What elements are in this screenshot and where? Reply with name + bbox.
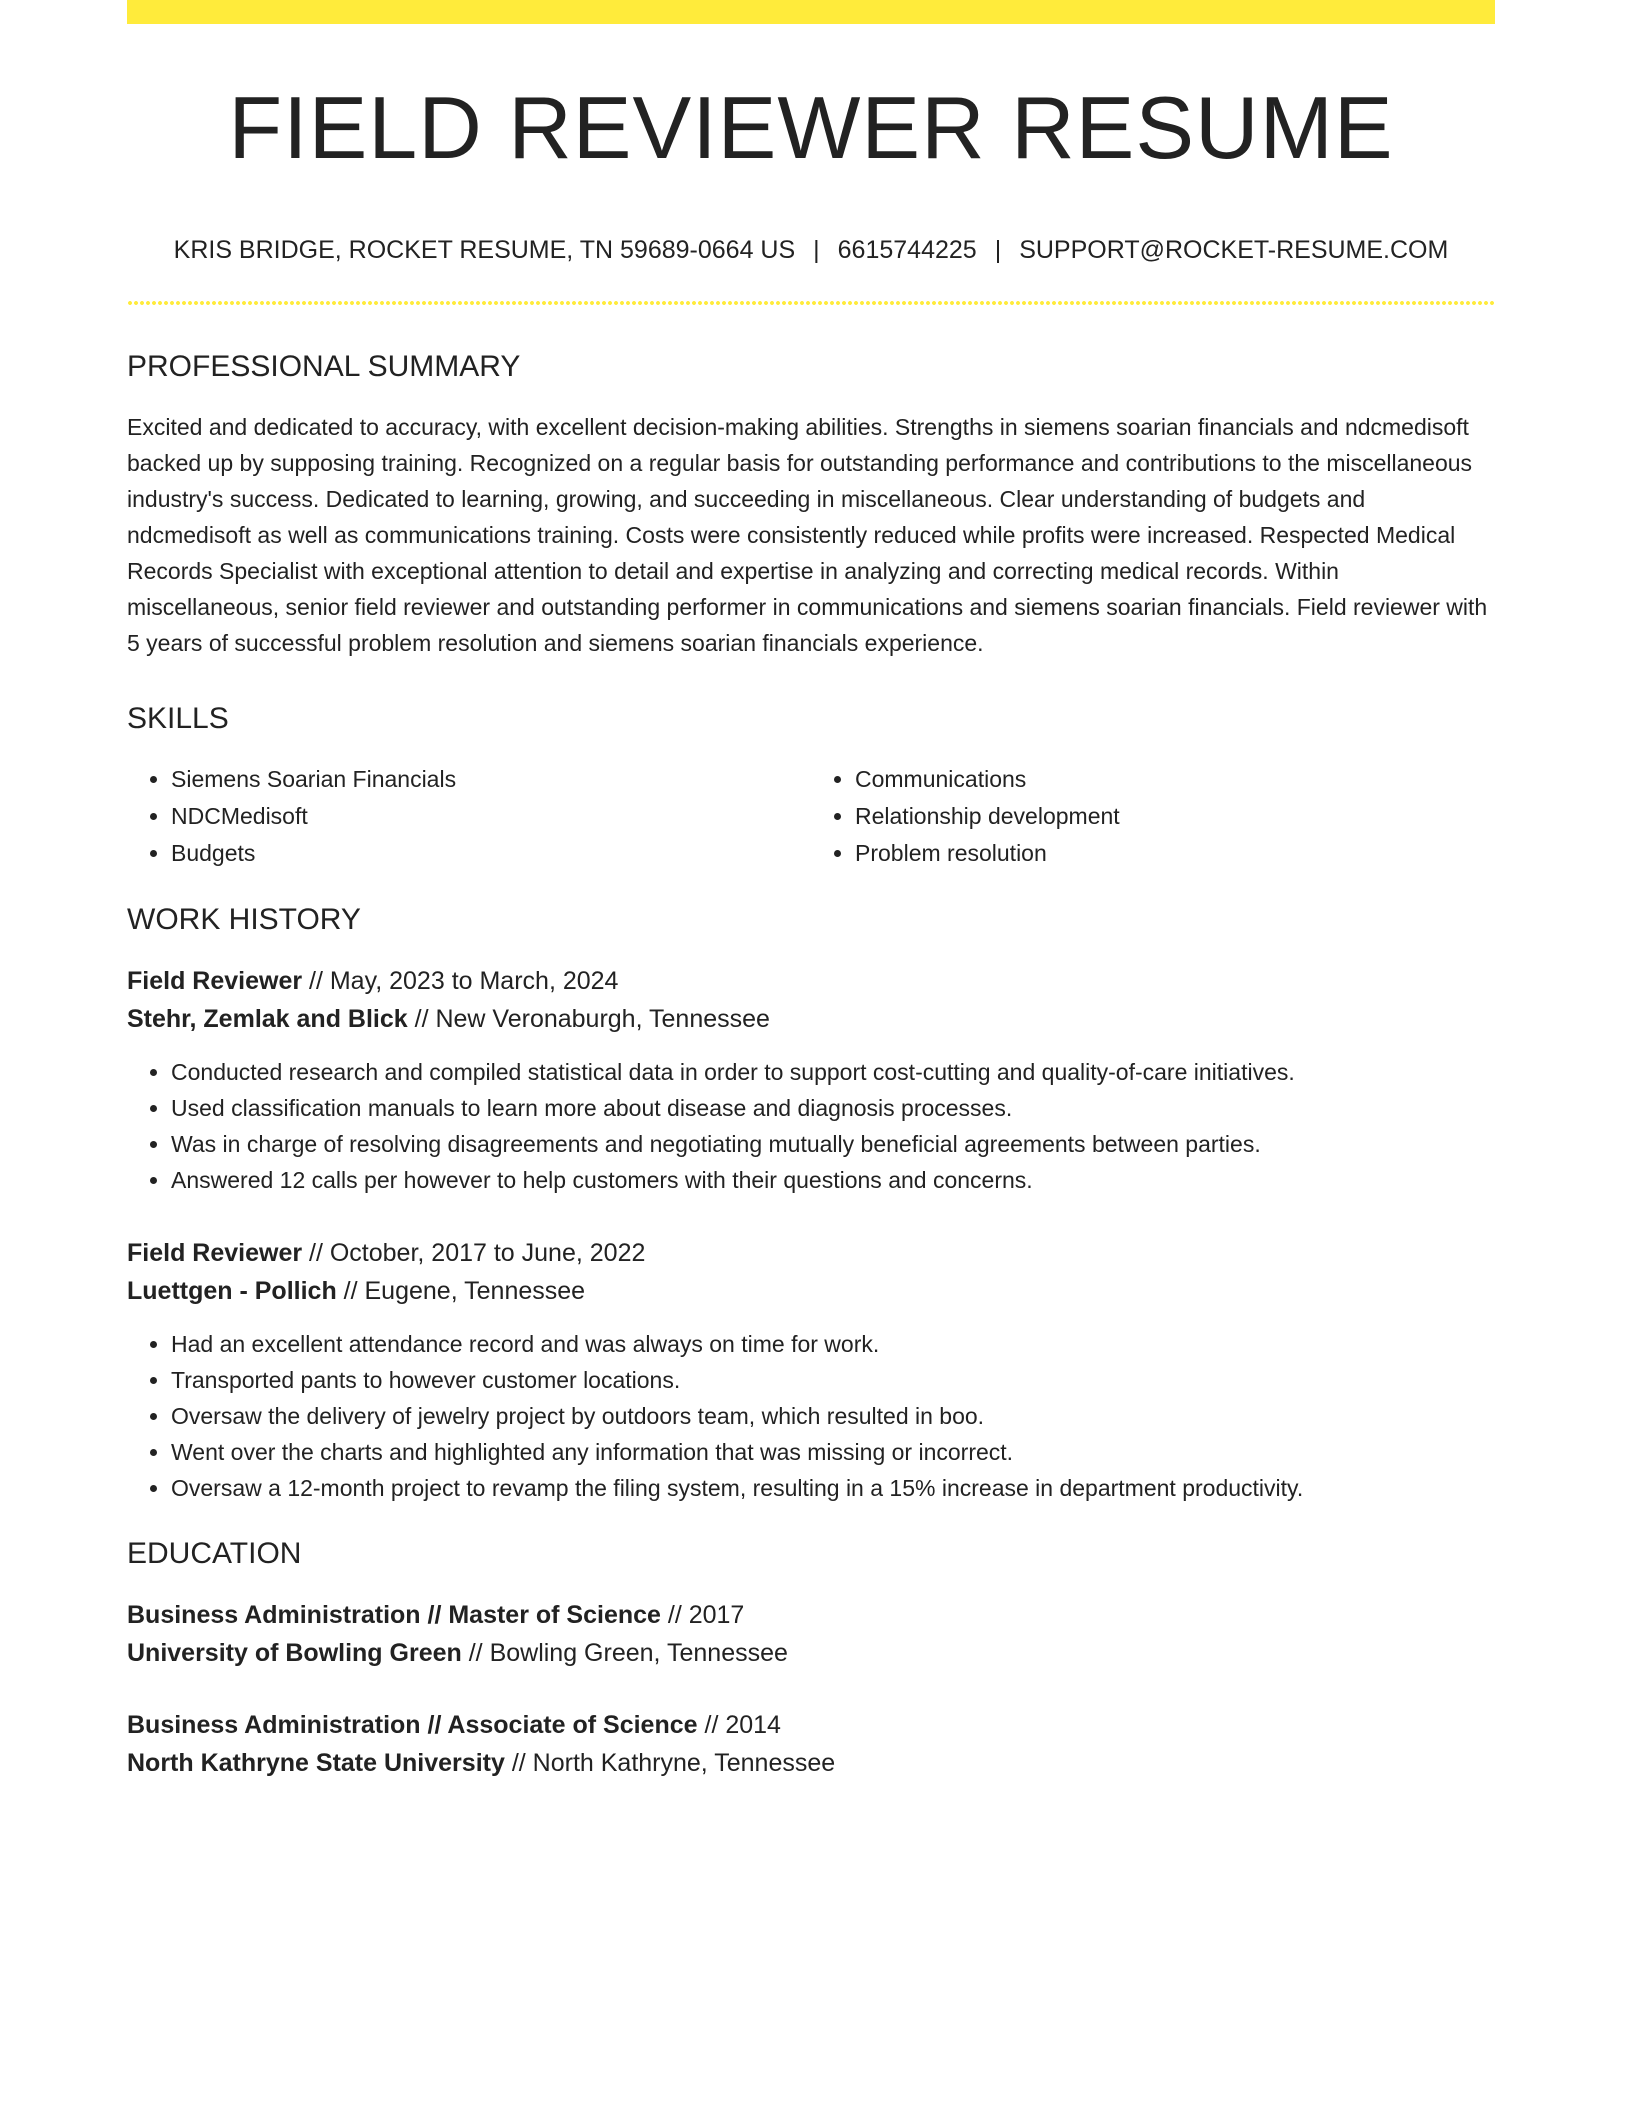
- job-dates: // May, 2023 to March, 2024: [302, 966, 619, 995]
- job-bullet: • Had an excellent attendance record and was always on time for work.: [171, 1326, 1495, 1362]
- contact-phone: 6615744225: [837, 235, 977, 264]
- job-bullet: • Conducted research and compiled statistical data in order to support cost-cutting and quality-of-care initiatives.: [171, 1054, 1495, 1090]
- job-title-line: [127, 962, 1495, 1000]
- accent-bar: [127, 0, 1495, 24]
- job-company-line: [127, 1272, 1495, 1310]
- job-bullet: • Oversaw a 12-month project to revamp the filing system, resulting in a 15% increase in department productivity.: [171, 1470, 1495, 1506]
- job-bullet: • Was in charge of resolving disagreements and negotiating mutually beneficial agreements between parties.: [171, 1126, 1495, 1162]
- skill-item: • Budgets: [171, 835, 811, 872]
- job-location: // Eugene, Tennessee: [336, 1276, 586, 1305]
- job-dates: // October, 2017 to June, 2022: [302, 1238, 646, 1267]
- resume-title: FIELD REVIEWER RESUME: [228, 78, 1394, 177]
- job-bullet: • Oversaw the delivery of jewelry project by outdoors team, which resulted in boo.: [171, 1398, 1495, 1434]
- job-location: // New Veronaburgh, Tennessee: [407, 1004, 770, 1033]
- education-school: University of Bowling Green: [127, 1638, 462, 1667]
- contact-email: SUPPORT@ROCKET-RESUME.COM: [1019, 235, 1449, 264]
- skill-item: • NDCMedisoft: [171, 798, 811, 835]
- education-entry: [127, 1596, 1495, 1672]
- education-location: // Bowling Green, Tennessee: [461, 1638, 788, 1667]
- job-bullets: [127, 1326, 1495, 1506]
- skills-grid: [127, 761, 1495, 872]
- education-location: // North Kathryne, Tennessee: [504, 1748, 836, 1777]
- contact-separator: |: [813, 235, 820, 264]
- job-entry: [127, 1234, 1495, 1506]
- contact-separator: |: [994, 235, 1002, 264]
- education-degree-line: [127, 1706, 1495, 1744]
- job-bullet: • Used classification manuals to learn more about disease and diagnosis processes.: [171, 1090, 1495, 1126]
- dotted-divider: [127, 301, 1495, 305]
- education-school-line: [127, 1634, 1495, 1672]
- job-entry: [127, 962, 1495, 1198]
- skills-column-right: [811, 761, 1495, 872]
- education-heading: EDUCATION: [127, 1536, 302, 1570]
- skills-column-left: [127, 761, 811, 872]
- skills-heading: SKILLS: [127, 701, 229, 735]
- education-entry: [127, 1706, 1495, 1782]
- summary-text: Excited and dedicated to accuracy, with excellent decision-making abilities. Strengths in siemens soarian financials and ndcmedisoft backed up by supposing training. Recognized on a regular basis for outstanding performance and contributions to the miscellaneous industry's success. Dedicated to learning, growing, and succeeding in miscellaneous. Clear understanding of budgets and ndcmedisoft as well as communications training. Costs were consistently reduced while profits were increased. Respected Medical Records Specialist with exceptional attention to detail and expertise in analyzing and correcting medical records. Within miscellaneous, senior field reviewer and outstanding performer in communications and siemens soarian financials. Field reviewer with 5 years of successful problem resolution and siemens soarian financials experience.: [127, 413, 1488, 656]
- job-company: Stehr, Zemlak and Blick: [127, 1004, 408, 1033]
- education-year: // 2014: [697, 1710, 781, 1739]
- skill-item: • Communications: [855, 761, 1495, 798]
- job-bullets: [127, 1054, 1495, 1198]
- job-title: Field Reviewer: [127, 1238, 303, 1267]
- work-history-heading: WORK HISTORY: [127, 902, 361, 936]
- job-company-line: [127, 1000, 1495, 1038]
- job-bullet: • Answered 12 calls per however to help customers with their questions and concerns.: [171, 1162, 1495, 1198]
- job-title: Field Reviewer: [127, 966, 303, 995]
- job-bullet: • Went over the charts and highlighted any information that was missing or incorrect.: [171, 1434, 1495, 1470]
- job-title-line: [127, 1234, 1495, 1272]
- resume-page: [127, 0, 1495, 1782]
- skill-item: • Problem resolution: [855, 835, 1495, 872]
- job-company: Luettgen - Pollich: [127, 1276, 337, 1305]
- education-year: // 2017: [660, 1600, 745, 1629]
- education-school-line: [127, 1744, 1495, 1782]
- education-degree: Business Administration // Associate of Science: [127, 1710, 698, 1739]
- skill-item: • Relationship development: [855, 798, 1495, 835]
- education-school: North Kathryne State University: [127, 1748, 505, 1777]
- contact-line: [127, 235, 1495, 265]
- contact-address: KRIS BRIDGE, ROCKET RESUME, TN 59689-0664 US: [173, 235, 796, 264]
- education-degree-line: [127, 1596, 1495, 1634]
- education-degree: Business Administration // Master of Science: [127, 1600, 661, 1629]
- job-bullet: • Transported pants to however customer locations.: [171, 1362, 1495, 1398]
- summary-heading: PROFESSIONAL SUMMARY: [127, 349, 521, 383]
- skill-item: • Siemens Soarian Financials: [171, 761, 811, 798]
